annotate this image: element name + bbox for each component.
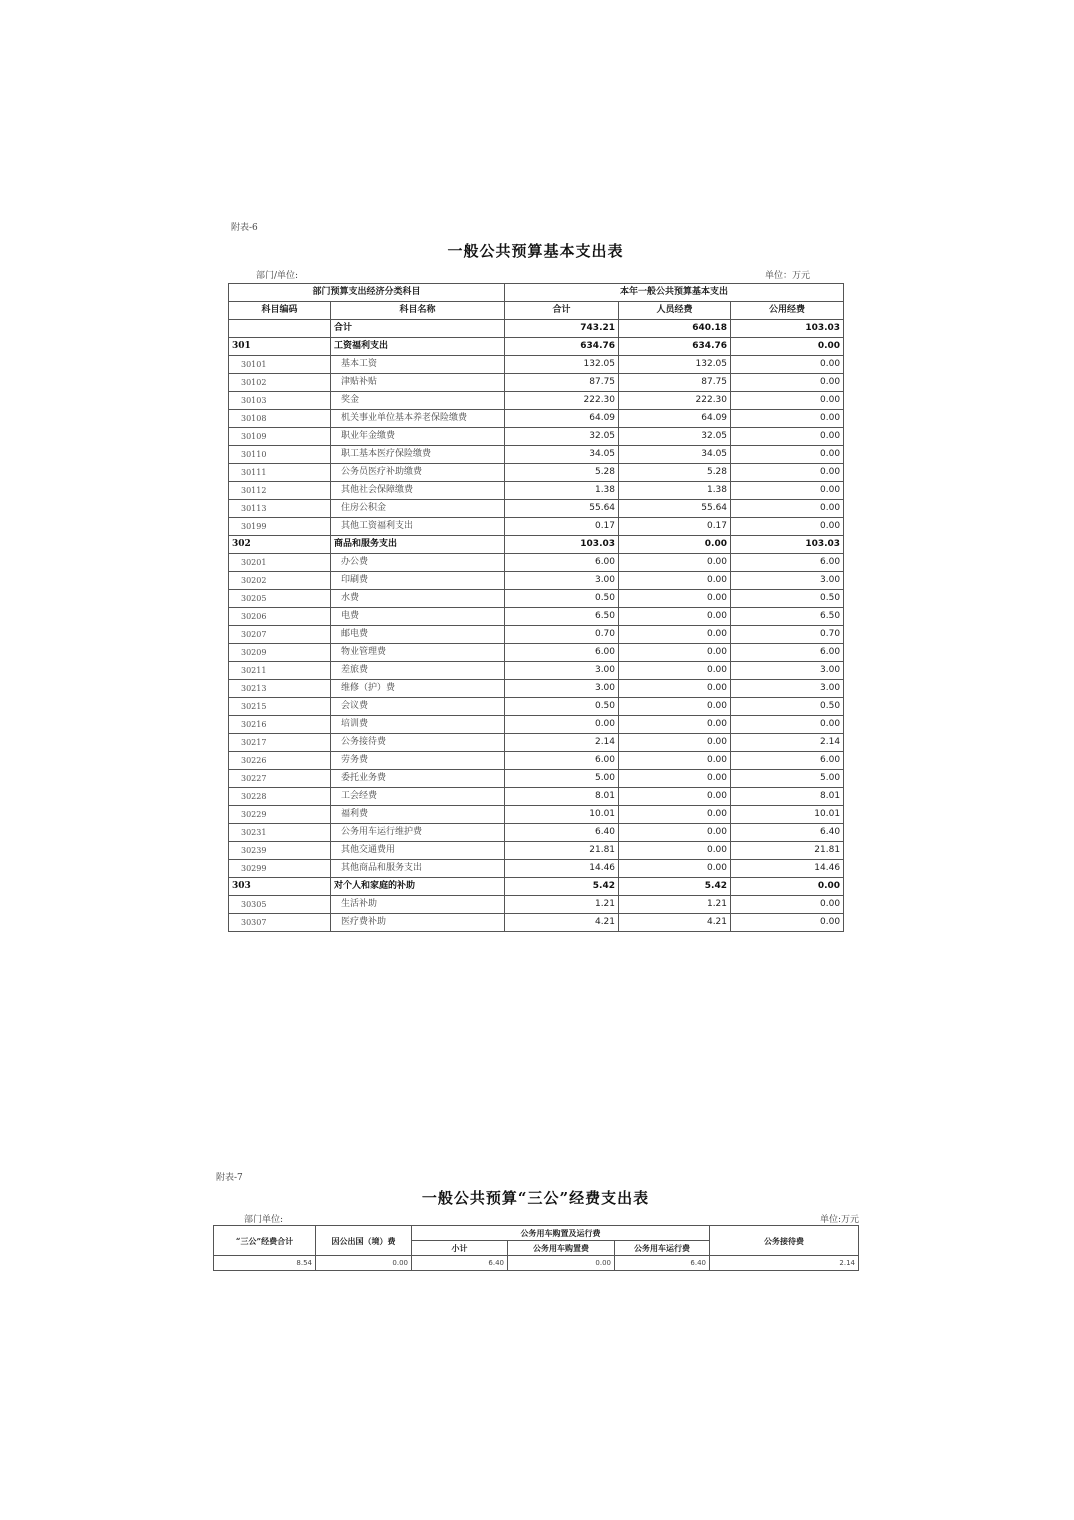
row-public: 0.00 — [731, 374, 844, 392]
row-name: 邮电费 — [331, 626, 505, 644]
row-public: 0.00 — [731, 410, 844, 428]
header-group-current-year: 本年一般公共预算基本支出 — [505, 284, 844, 302]
row-personnel: 0.00 — [619, 824, 731, 842]
row-name: 住房公积金 — [331, 500, 505, 518]
row-total: 64.09 — [505, 410, 619, 428]
row-personnel: 0.17 — [619, 518, 731, 536]
row-personnel: 0.00 — [619, 806, 731, 824]
row-total: 5.28 — [505, 464, 619, 482]
row-total: 14.46 — [505, 860, 619, 878]
basic-expenditure-table — [228, 283, 844, 932]
row-personnel: 222.30 — [619, 392, 731, 410]
row-code: 30216 — [229, 716, 331, 734]
row-code: 30201 — [229, 554, 331, 572]
table-row — [229, 590, 844, 608]
table-row — [229, 356, 844, 374]
row-code: 30211 — [229, 662, 331, 680]
unit-label-2: 单位:万元 — [820, 1215, 860, 1225]
row-name: 生活补助 — [331, 896, 505, 914]
row-name: 其他社会保障缴费 — [331, 482, 505, 500]
row-public: 0.00 — [731, 464, 844, 482]
row-public: 0.00 — [731, 338, 844, 356]
row-public: 3.00 — [731, 680, 844, 698]
unit-label: 单位：万元 — [765, 271, 811, 281]
table-row — [229, 824, 844, 842]
table-row — [229, 392, 844, 410]
table-row — [229, 464, 844, 482]
row-personnel: 0.00 — [619, 770, 731, 788]
table-row — [229, 536, 844, 554]
dept-label: 部门/单位: — [256, 271, 299, 281]
row-name: 公务接待费 — [331, 734, 505, 752]
row-personnel: 0.00 — [619, 662, 731, 680]
table-row — [229, 554, 844, 572]
row-personnel: 634.76 — [619, 338, 731, 356]
row-public: 0.00 — [731, 392, 844, 410]
table-row — [229, 428, 844, 446]
row-total: 2.14 — [505, 734, 619, 752]
table-row — [229, 914, 844, 932]
row-name: 对个人和家庭的补助 — [331, 878, 505, 896]
row-code: 30199 — [229, 518, 331, 536]
header-code: 科目编码 — [229, 302, 331, 320]
row-public: 3.00 — [731, 572, 844, 590]
row-total: 21.81 — [505, 842, 619, 860]
three-public-table — [213, 1225, 859, 1271]
table-row — [229, 842, 844, 860]
table-row — [229, 644, 844, 662]
row-personnel: 0.00 — [619, 716, 731, 734]
row-personnel: 0.00 — [619, 752, 731, 770]
row-name: 电费 — [331, 608, 505, 626]
row-name: 维修（护）费 — [331, 680, 505, 698]
row-code: 30202 — [229, 572, 331, 590]
row-public: 0.00 — [731, 356, 844, 374]
row-personnel: 132.05 — [619, 356, 731, 374]
row-code: 30111 — [229, 464, 331, 482]
row-total: 0.00 — [505, 716, 619, 734]
row-personnel: 0.00 — [619, 734, 731, 752]
row-public: 103.03 — [731, 320, 844, 338]
row-personnel: 0.00 — [619, 860, 731, 878]
row-personnel: 0.00 — [619, 572, 731, 590]
row-total: 6.00 — [505, 644, 619, 662]
table-row — [229, 662, 844, 680]
row-total: 4.21 — [505, 914, 619, 932]
value-abroad: 0.00 — [316, 1256, 412, 1271]
table-row — [229, 878, 844, 896]
row-name: 印刷费 — [331, 572, 505, 590]
row-name: 工会经费 — [331, 788, 505, 806]
page-title-three-public: 一般公共预算“三公”经费支出表 — [421, 1189, 650, 1207]
table-row — [229, 320, 844, 338]
row-public: 0.00 — [731, 896, 844, 914]
table-row — [229, 338, 844, 356]
row-total: 55.64 — [505, 500, 619, 518]
row-total: 0.70 — [505, 626, 619, 644]
row-name: 职业年金缴费 — [331, 428, 505, 446]
row-name: 公务员医疗补助缴费 — [331, 464, 505, 482]
row-public: 6.00 — [731, 752, 844, 770]
row-code: 30206 — [229, 608, 331, 626]
header-name: 科目名称 — [331, 302, 505, 320]
row-personnel: 0.00 — [619, 626, 731, 644]
table-row — [229, 860, 844, 878]
row-name: 会议费 — [331, 698, 505, 716]
row-code: 30226 — [229, 752, 331, 770]
row-total: 222.30 — [505, 392, 619, 410]
row-public: 8.01 — [731, 788, 844, 806]
row-total: 6.40 — [505, 824, 619, 842]
row-personnel: 0.00 — [619, 698, 731, 716]
row-total: 3.00 — [505, 572, 619, 590]
table-row — [229, 806, 844, 824]
row-public: 2.14 — [731, 734, 844, 752]
row-code: 30307 — [229, 914, 331, 932]
row-total: 34.05 — [505, 446, 619, 464]
row-code: 30209 — [229, 644, 331, 662]
row-public: 0.00 — [731, 500, 844, 518]
row-public: 14.46 — [731, 860, 844, 878]
table-row — [229, 482, 844, 500]
row-name: 奖金 — [331, 392, 505, 410]
row-code: 30205 — [229, 590, 331, 608]
row-total: 0.50 — [505, 590, 619, 608]
row-public: 0.00 — [731, 716, 844, 734]
dept-label-2: 部门单位: — [244, 1215, 284, 1225]
row-total: 1.21 — [505, 896, 619, 914]
row-public: 103.03 — [731, 536, 844, 554]
row-personnel: 55.64 — [619, 500, 731, 518]
row-public: 0.00 — [731, 518, 844, 536]
value-car-purchase: 0.00 — [508, 1256, 615, 1271]
row-personnel: 0.00 — [619, 842, 731, 860]
row-personnel: 5.42 — [619, 878, 731, 896]
row-total: 634.76 — [505, 338, 619, 356]
row-code: 30231 — [229, 824, 331, 842]
value-total: 8.54 — [214, 1256, 316, 1271]
row-public: 6.40 — [731, 824, 844, 842]
row-code: 30112 — [229, 482, 331, 500]
row-total: 8.01 — [505, 788, 619, 806]
row-public: 6.00 — [731, 554, 844, 572]
row-code: 30215 — [229, 698, 331, 716]
row-personnel: 0.00 — [619, 788, 731, 806]
row-public: 0.00 — [731, 482, 844, 500]
row-name: 物业管理费 — [331, 644, 505, 662]
row-name: 津贴补贴 — [331, 374, 505, 392]
row-public: 6.50 — [731, 608, 844, 626]
row-code: 30102 — [229, 374, 331, 392]
header-car-run: 公务用车运行费 — [615, 1241, 710, 1256]
row-code: 30239 — [229, 842, 331, 860]
row-public: 3.00 — [731, 662, 844, 680]
row-code: 30228 — [229, 788, 331, 806]
table-row — [229, 788, 844, 806]
row-personnel: 64.09 — [619, 410, 731, 428]
row-name: 职工基本医疗保险缴费 — [331, 446, 505, 464]
row-public: 0.50 — [731, 590, 844, 608]
row-public: 0.50 — [731, 698, 844, 716]
row-public: 0.00 — [731, 446, 844, 464]
row-public: 0.70 — [731, 626, 844, 644]
row-total: 32.05 — [505, 428, 619, 446]
row-total: 6.00 — [505, 752, 619, 770]
row-name: 基本工资 — [331, 356, 505, 374]
row-total: 3.00 — [505, 680, 619, 698]
value-car-run: 6.40 — [615, 1256, 710, 1271]
row-personnel: 0.00 — [619, 536, 731, 554]
table-row — [229, 896, 844, 914]
row-personnel: 0.00 — [619, 608, 731, 626]
header-subtotal: 小计 — [412, 1241, 508, 1256]
table-row — [229, 446, 844, 464]
row-name: 医疗费补助 — [331, 914, 505, 932]
row-name: 劳务费 — [331, 752, 505, 770]
row-name: 公务用车运行维护费 — [331, 824, 505, 842]
table-row — [229, 410, 844, 428]
attachment-label-6: 附表-6 — [231, 223, 258, 233]
row-name: 其他工资福利支出 — [331, 518, 505, 536]
row-name: 福利费 — [331, 806, 505, 824]
value-reception: 2.14 — [710, 1256, 859, 1271]
header-personnel: 人员经费 — [619, 302, 731, 320]
table-row — [229, 680, 844, 698]
row-total: 6.50 — [505, 608, 619, 626]
row-code: 30217 — [229, 734, 331, 752]
table-row — [229, 572, 844, 590]
row-total: 5.42 — [505, 878, 619, 896]
attachment-label-7: 附表-7 — [216, 1173, 243, 1183]
row-total: 3.00 — [505, 662, 619, 680]
row-name: 其他商品和服务支出 — [331, 860, 505, 878]
row-code — [229, 320, 331, 338]
row-code: 30103 — [229, 392, 331, 410]
row-name: 办公费 — [331, 554, 505, 572]
table-row — [229, 374, 844, 392]
table-row — [229, 752, 844, 770]
row-personnel: 0.00 — [619, 554, 731, 572]
row-code: 30109 — [229, 428, 331, 446]
row-code: 30229 — [229, 806, 331, 824]
table-row — [229, 734, 844, 752]
row-public: 10.01 — [731, 806, 844, 824]
header-reception: 公务接待费 — [710, 1226, 859, 1256]
header-total: 合计 — [505, 302, 619, 320]
row-personnel: 5.28 — [619, 464, 731, 482]
row-code: 30207 — [229, 626, 331, 644]
header-group-category: 部门预算支出经济分类科目 — [229, 284, 505, 302]
table-row — [229, 608, 844, 626]
row-total: 0.50 — [505, 698, 619, 716]
table-row — [229, 500, 844, 518]
row-public: 0.00 — [731, 914, 844, 932]
row-personnel: 1.38 — [619, 482, 731, 500]
row-personnel: 0.00 — [619, 644, 731, 662]
table-row — [229, 518, 844, 536]
row-total: 6.00 — [505, 554, 619, 572]
row-public: 5.00 — [731, 770, 844, 788]
row-personnel: 34.05 — [619, 446, 731, 464]
row-name: 培训费 — [331, 716, 505, 734]
row-name: 水费 — [331, 590, 505, 608]
header-abroad: 因公出国（境）费 — [316, 1226, 412, 1256]
row-code: 30305 — [229, 896, 331, 914]
row-public: 21.81 — [731, 842, 844, 860]
row-name: 工资福利支出 — [331, 338, 505, 356]
row-code: 303 — [229, 878, 331, 896]
row-personnel: 0.00 — [619, 680, 731, 698]
row-code: 301 — [229, 338, 331, 356]
table-row — [229, 716, 844, 734]
header-car-purchase: 公务用车购置费 — [508, 1241, 615, 1256]
value-subtotal: 6.40 — [412, 1256, 508, 1271]
row-name: 合计 — [331, 320, 505, 338]
header-three-public-total: “三公”经费合计 — [214, 1226, 316, 1256]
row-code: 30299 — [229, 860, 331, 878]
header-car-group: 公务用车购置及运行费 — [412, 1226, 710, 1241]
row-code: 30110 — [229, 446, 331, 464]
row-personnel: 87.75 — [619, 374, 731, 392]
row-code: 302 — [229, 536, 331, 554]
row-total: 0.17 — [505, 518, 619, 536]
row-code: 30227 — [229, 770, 331, 788]
table-row — [229, 626, 844, 644]
row-total: 5.00 — [505, 770, 619, 788]
row-name: 商品和服务支出 — [331, 536, 505, 554]
row-total: 10.01 — [505, 806, 619, 824]
row-code: 30101 — [229, 356, 331, 374]
row-public: 6.00 — [731, 644, 844, 662]
row-name: 其他交通费用 — [331, 842, 505, 860]
table-row — [229, 770, 844, 788]
row-personnel: 4.21 — [619, 914, 731, 932]
row-public: 0.00 — [731, 878, 844, 896]
row-total: 103.03 — [505, 536, 619, 554]
row-total: 87.75 — [505, 374, 619, 392]
table-row — [214, 1256, 859, 1271]
row-personnel: 640.18 — [619, 320, 731, 338]
row-total: 132.05 — [505, 356, 619, 374]
row-code: 30213 — [229, 680, 331, 698]
row-public: 0.00 — [731, 428, 844, 446]
row-total: 743.21 — [505, 320, 619, 338]
row-name: 机关事业单位基本养老保险缴费 — [331, 410, 505, 428]
row-personnel: 1.21 — [619, 896, 731, 914]
header-public: 公用经费 — [731, 302, 844, 320]
row-name: 差旅费 — [331, 662, 505, 680]
table-row — [229, 698, 844, 716]
row-code: 30113 — [229, 500, 331, 518]
row-code: 30108 — [229, 410, 331, 428]
row-name: 委托业务费 — [331, 770, 505, 788]
page-title-basic-expenditure: 一般公共预算基本支出表 — [447, 242, 624, 260]
row-personnel: 0.00 — [619, 590, 731, 608]
row-personnel: 32.05 — [619, 428, 731, 446]
row-total: 1.38 — [505, 482, 619, 500]
